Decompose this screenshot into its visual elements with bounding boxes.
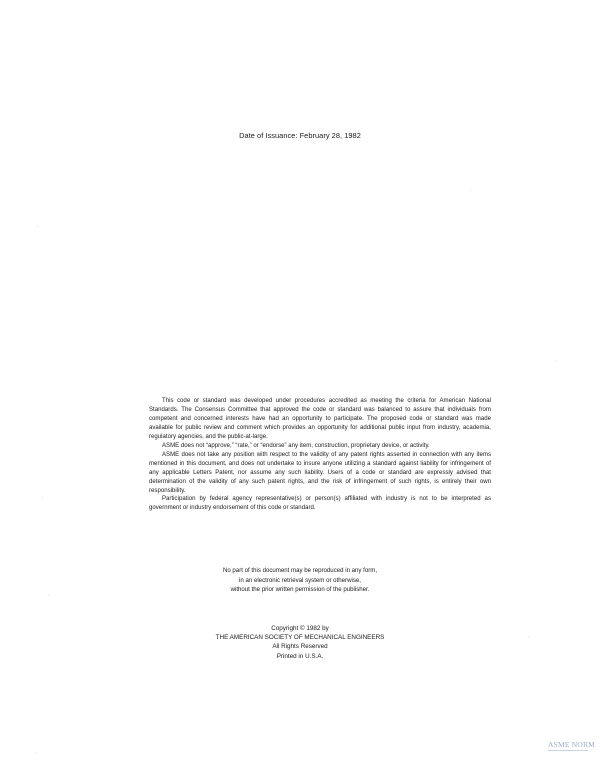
notice-paragraph-endorsement: ASME does not “approve,” “rate,” or “endorse” any item, construction, proprietary device, or activity.	[162, 442, 430, 449]
accreditation-notice	[149, 397, 491, 513]
notice-paragraph-patent: ASME does not take any position with respect to the validity of any patent rights asserted in connection with any items mentioned in this document, and does not undertake to insure anyone utilizing a standard against liability for infringement of any applicable Letters Patent, nor assume any such liability. Users of a code or standard are expressly advised that determination of the validity of any such patent rights, and the risk of infringement of such rights, is entirely their own responsibility.	[149, 451, 491, 494]
scan-speck	[42, 497, 43, 498]
reproduction-line: without the prior written permission of the publisher.	[230, 586, 370, 593]
watermark-rule	[548, 750, 588, 751]
watermark-text: ASME NORM	[548, 740, 596, 749]
reproduction-line: No part of this document may be reproduced in any form,	[222, 567, 378, 574]
scan-speck	[48, 595, 49, 596]
watermark-logo	[548, 740, 595, 751]
date-of-issuance: Date of Issuance: February 28, 1982	[239, 131, 361, 140]
scan-speck	[470, 190, 471, 191]
copyright-block	[0, 624, 600, 661]
reproduction-notice	[0, 566, 600, 595]
notice-paragraph-participation: Participation by federal agency representative(s) or person(s) affiliated with industry is not to be interpreted as government or industry endorsement of this code or standard.	[149, 496, 491, 512]
reproduction-line: in an electronic retrieval system or otherwise,	[239, 576, 361, 584]
scan-speck	[37, 226, 38, 227]
scan-speck	[528, 636, 529, 637]
rights-reserved: All Rights Reserved	[272, 643, 328, 651]
printed-in: Printed in U.S.A.	[276, 652, 324, 660]
publisher-name: THE AMERICAN SOCIETY OF MECHANICAL ENGINEERS	[215, 634, 385, 642]
scan-speck	[35, 752, 36, 753]
copyright-line: Copyright © 1982 by	[271, 625, 329, 632]
scan-speck	[556, 360, 557, 361]
notice-paragraph-consensus: This code or standard was developed under procedures accredited as meeting the criteria for American National Standards. The Consensus Committee that approved the code or standard was balanced to assure that individuals from competent and concerned interests have had an opportunity to participate. The proposed code or standard was made available for public review and comment which provides an opportunity for additional public input from industry, academia, regulatory agencies, and the public-at-large.	[149, 398, 491, 440]
